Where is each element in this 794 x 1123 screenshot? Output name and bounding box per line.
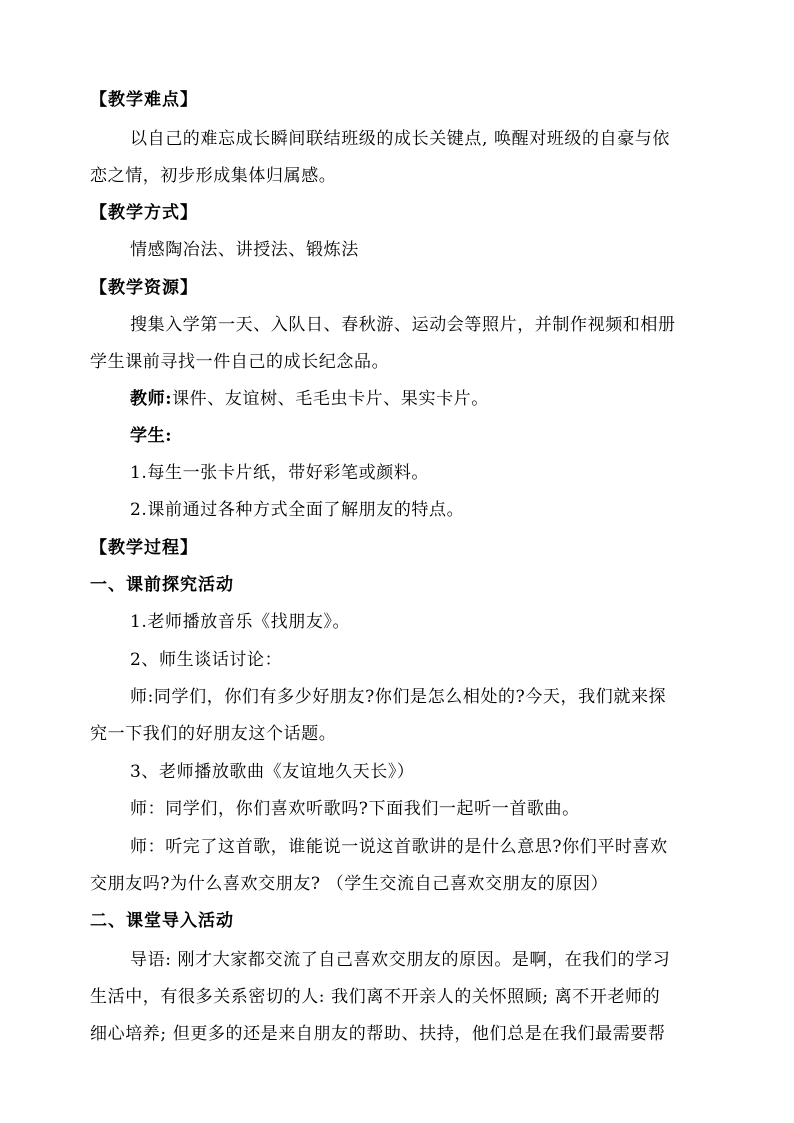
paragraph-line: 2、师生谈话讨论：	[130, 650, 283, 670]
teacher-resources-line	[130, 387, 710, 411]
paragraph-line: 生活中，有很多关系密切的人: 我们离不开亲人的关怀照顾; 离不开老师的	[90, 987, 661, 1007]
student-label: 学生:	[130, 426, 173, 446]
teacher-text: 课件、友谊树、毛毛虫卡片、果实卡片。	[172, 389, 489, 409]
paragraph-line: 1.老师播放音乐《找朋友》。	[130, 612, 351, 632]
paragraph-line: 搜集入学第一天、入队日、春秋游、运动会等照片，并制作视频和相册	[130, 315, 676, 335]
paragraph-line: 交朋友吗?为什么喜欢交朋友? （学生交流自己喜欢交朋友的原因）	[90, 874, 609, 894]
paragraph-line: 学生课前寻找一件自己的成长纪念品。	[90, 352, 390, 372]
paragraph-line: 情感陶冶法、讲授法、锻炼法	[130, 240, 359, 260]
subsection-title: 二、课堂导入活动	[90, 911, 234, 931]
section-title-method: 【教学方式】	[90, 203, 198, 223]
paragraph-line: 师：同学们，你们喜欢听歌吗?下面我们一起听一首歌曲。	[130, 799, 580, 819]
paragraph-line: 导语: 刚才大家都交流了自己喜欢交朋友的原因。是啊，在我们的学习	[130, 950, 671, 970]
paragraph-line: 恋之情，初步形成集体归属感。	[90, 166, 337, 186]
section-title-process: 【教学过程】	[90, 538, 198, 558]
teacher-label: 教师:	[130, 389, 173, 409]
section-title-difficulty: 【教学难点】	[90, 90, 198, 110]
paragraph-line: 究一下我们的好朋友这个话题。	[90, 724, 337, 744]
paragraph-line: 细心培养; 但更多的还是来自朋友的帮助、扶持，他们总是在我们最需要帮	[90, 1024, 666, 1044]
list-item: 2.课前通过各种方式全面了解朋友的特点。	[130, 500, 465, 520]
list-item: 1.每生一张卡片纸，带好彩笔或颜料。	[130, 463, 430, 483]
subsection-title: 一、课前探究活动	[90, 575, 234, 595]
paragraph-line: 以自己的难忘成长瞬间联结班级的成长关键点, 唤醒对班级的自豪与依	[130, 129, 671, 149]
paragraph-line: 师:同学们，你们有多少好朋友?你们是怎么相处的?今天，我们就来探	[130, 687, 667, 707]
paragraph-line: 师：听完了这首歌，谁能说一说这首歌讲的是什么意思?你们平时喜欢	[130, 837, 668, 857]
section-title-resources: 【教学资源】	[90, 278, 198, 298]
paragraph-line: 3、老师播放歌曲《友谊地久天长》）	[130, 762, 415, 782]
